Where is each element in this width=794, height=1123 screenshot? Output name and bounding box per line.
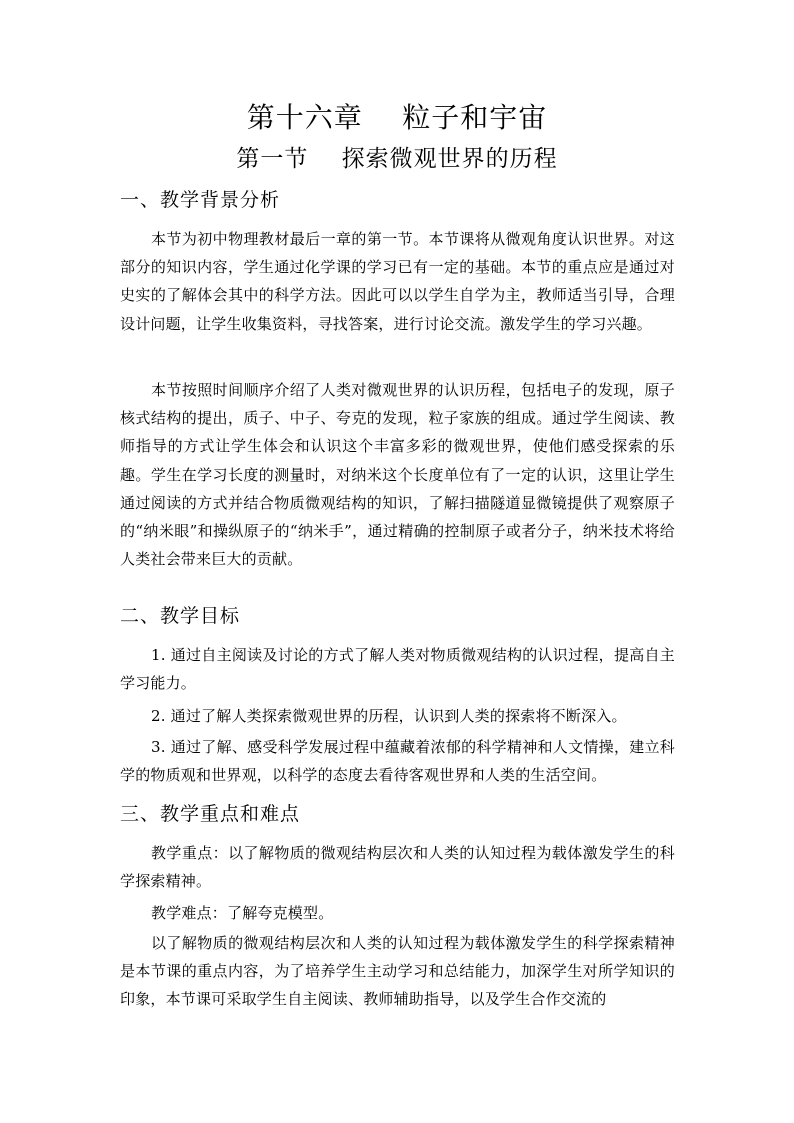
section-heading-objectives: 二、教学目标 xyxy=(120,605,241,627)
paragraph-difficulty: 教学难点：了解夸克模型。 xyxy=(151,904,334,922)
objective-item-3: 3. 通过了解、感受科学发展过程中蕴藏着浓郁的科学精神和人文情操，建立科学的物质观和世界观，以科学的态度去看待客观世界和人类的生活空间。 xyxy=(120,738,675,785)
paragraph-key-point: 教学重点：以了解物质的微观结构层次和人类的认知过程为载体激发学生的科学探索精神。 xyxy=(120,844,675,891)
section-title: 第一节 探索微观世界的历程 xyxy=(236,146,558,172)
section-heading-background: 一、教学背景分析 xyxy=(120,189,281,211)
paragraph-background-2: 本节按照时间顺序介绍了人类对微观世界的认识历程，包括电子的发现，原子核式结构的提出，质子、中子、夸克的发现，粒子家族的组成。通过学生阅读、教师指导的方式让学生体会和认识这个丰富多彩的微观世界，使他们感受探索的乐趣。学生在学习长度的测量时，对纳米这个长度单位有了一定的认识，这里让学生通过阅读的方式并结合物质微观结构的知识，了解扫描隧道显微镜提供了观察原子的“纳米眼”和操纵原子的“纳米手”，通过精确的控制原子或者分子，纳米技术将给人类社会带来巨大的贡献。 xyxy=(120,381,675,569)
objective-item-2: 2. 通过了解人类探索微观世界的历程，认识到人类的探索将不断深入。 xyxy=(151,707,627,725)
objective-item-1: 1. 通过自主阅读及讨论的方式了解人类对物质微观结构的认识过程，提高自主学习能力。 xyxy=(120,646,675,693)
section-heading-key-points: 三、教学重点和难点 xyxy=(120,803,301,825)
paragraph-key-points-detail: 以了解物质的微观结构层次和人类的认知过程为载体激发学生的科学探索精神是本节课的重点内容，为了培养学生主动学习和总结能力，加深学生对所学知识的印象，本节课可采取学生自主阅读、教师辅助指导，以及学生合作交流的 xyxy=(120,934,675,1009)
paragraph-background-1: 本节为初中物理教材最后一章的第一节。本节课将从微观角度认识世界。对这部分的知识内容，学生通过化学课的学习已有一定的基础。本节的重点应是通过对史实的了解体会其中的科学方法。因此可以以学生自学为主，教师适当引导，合理设计问题，让学生收集资料，寻找答案，进行讨论交流。激发学生的学习兴趣。 xyxy=(120,230,675,333)
chapter-title: 第十六章 粒子和宇宙 xyxy=(246,101,548,134)
